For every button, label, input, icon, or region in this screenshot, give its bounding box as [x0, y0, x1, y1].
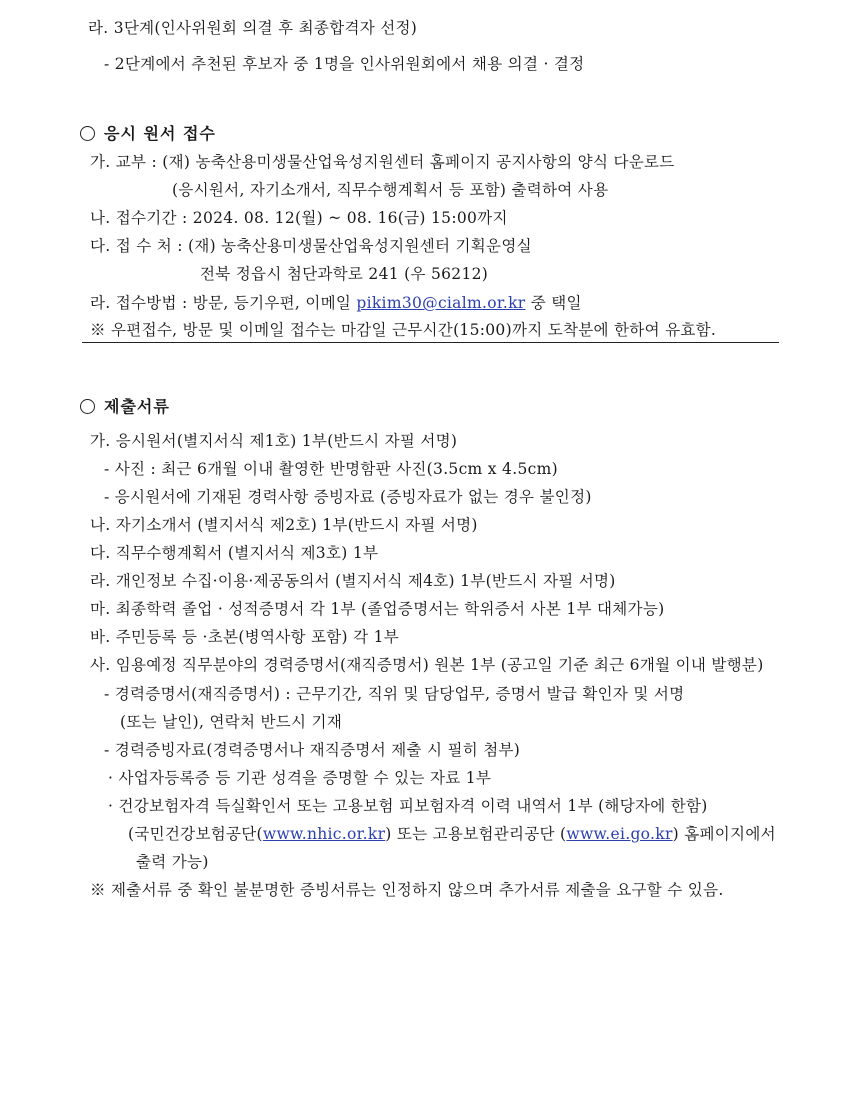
- application-distribution-detail: (응시원서, 자기소개서, 직무수행계획서 등 포함) 출력하여 사용: [172, 181, 609, 199]
- nhic-link[interactable]: www.nhic.or.kr: [262, 825, 386, 843]
- application-heading: 응시 원서 접수: [104, 124, 216, 143]
- documents-heading: 제출서류: [104, 397, 170, 416]
- application-method-prefix: 라. 접수방법 : 방문, 등기우편, 이메일: [90, 294, 357, 312]
- document-output-note: 출력 가능): [136, 853, 209, 871]
- ei-link[interactable]: www.ei.go.kr: [566, 825, 673, 843]
- application-address: 전북 정읍시 첨단과학로 241 (우 56212): [200, 265, 489, 283]
- documents-heading-row: [80, 394, 170, 417]
- document-item: 다. 직무수행계획서 (별지서식 제3호) 1부: [90, 544, 379, 562]
- application-office: 다. 접 수 처 : (재) 농축산용미생물산업육성지원센터 기획운영실: [90, 237, 532, 255]
- document-item: 사. 임용예정 직무분야의 경력증명서(재직증명서) 원본 1부 (공고일 기준 최근 6개월 이내 발행분): [90, 656, 764, 674]
- document-item: 가. 응시원서(별지서식 제1호) 1부(반드시 자필 서명): [90, 432, 458, 450]
- document-links-line: (국민건강보험공단(www.nhic.or.kr) 또는 고용보험관리공단 (www.ei.go.kr) 홈페이지에서: [128, 825, 776, 843]
- document-item: - 사진 : 최근 6개월 이내 촬영한 반명함판 사진(3.5cm x 4.5cm): [104, 460, 558, 478]
- email-link[interactable]: pikim30@cialm.or.kr: [356, 294, 526, 312]
- document-item: 라. 개인정보 수집·이용·제공동의서 (별지서식 제4호) 1부(반드시 자필 서명): [90, 572, 616, 590]
- application-heading-row: [80, 121, 216, 144]
- document-item: · 건강보험자격 득실확인서 또는 고용보험 피보험자격 이력 내역서 1부 (해당자에 한함): [108, 797, 708, 815]
- application-note: ※ 우편접수, 방문 및 이메일 접수는 마감일 근무시간(15:00)까지 도착분에 한하여 유효함.: [82, 318, 779, 343]
- stage3-title: 라. 3단계(인사위원회 의결 후 최종합격자 선정): [88, 19, 418, 37]
- document-item: - 응시원서에 기재된 경력사항 증빙자료 (증빙자료가 없는 경우 불인정): [104, 488, 592, 506]
- application-method-suffix: 중 택일: [525, 294, 582, 312]
- documents-note: ※ 제출서류 중 확인 불분명한 증빙서류는 인정하지 않으며 추가서류 제출을 요구할 수 있음.: [90, 881, 724, 899]
- application-method: [90, 291, 582, 313]
- stage3-detail: - 2단계에서 추천된 후보자 중 1명을 인사위원회에서 채용 의결 · 결정: [104, 55, 585, 73]
- document-item: 나. 자기소개서 (별지서식 제2호) 1부(반드시 자필 서명): [90, 516, 478, 534]
- document-item: - 경력증명서(재직증명서) : 근무기간, 직위 및 담당업무, 증명서 발급 확인자 및 서명: [104, 685, 685, 703]
- application-distribution: 가. 교부 : (재) 농축산용미생물산업육성지원센터 홈페이지 공지사항의 양식 다운로드: [90, 153, 675, 171]
- circle-bullet-icon: [80, 399, 95, 414]
- document-item: 마. 최종학력 졸업 · 성적증명서 각 1부 (졸업증명서는 학위증서 사본 1부 대체가능): [90, 600, 665, 618]
- circle-bullet-icon: [80, 126, 95, 141]
- document-item: 바. 주민등록 등 ·초본(병역사항 포함) 각 1부: [90, 628, 400, 646]
- document-item: · 사업자등록증 등 기관 성격을 증명할 수 있는 자료 1부: [108, 769, 492, 787]
- document-item: - 경력증빙자료(경력증명서나 재직증명서 제출 시 필히 첨부): [104, 741, 521, 759]
- document-item: (또는 날인), 연락처 반드시 기재: [120, 713, 343, 731]
- application-period: 나. 접수기간 : 2024. 08. 12(월) ~ 08. 16(금) 15:00까지: [90, 209, 508, 227]
